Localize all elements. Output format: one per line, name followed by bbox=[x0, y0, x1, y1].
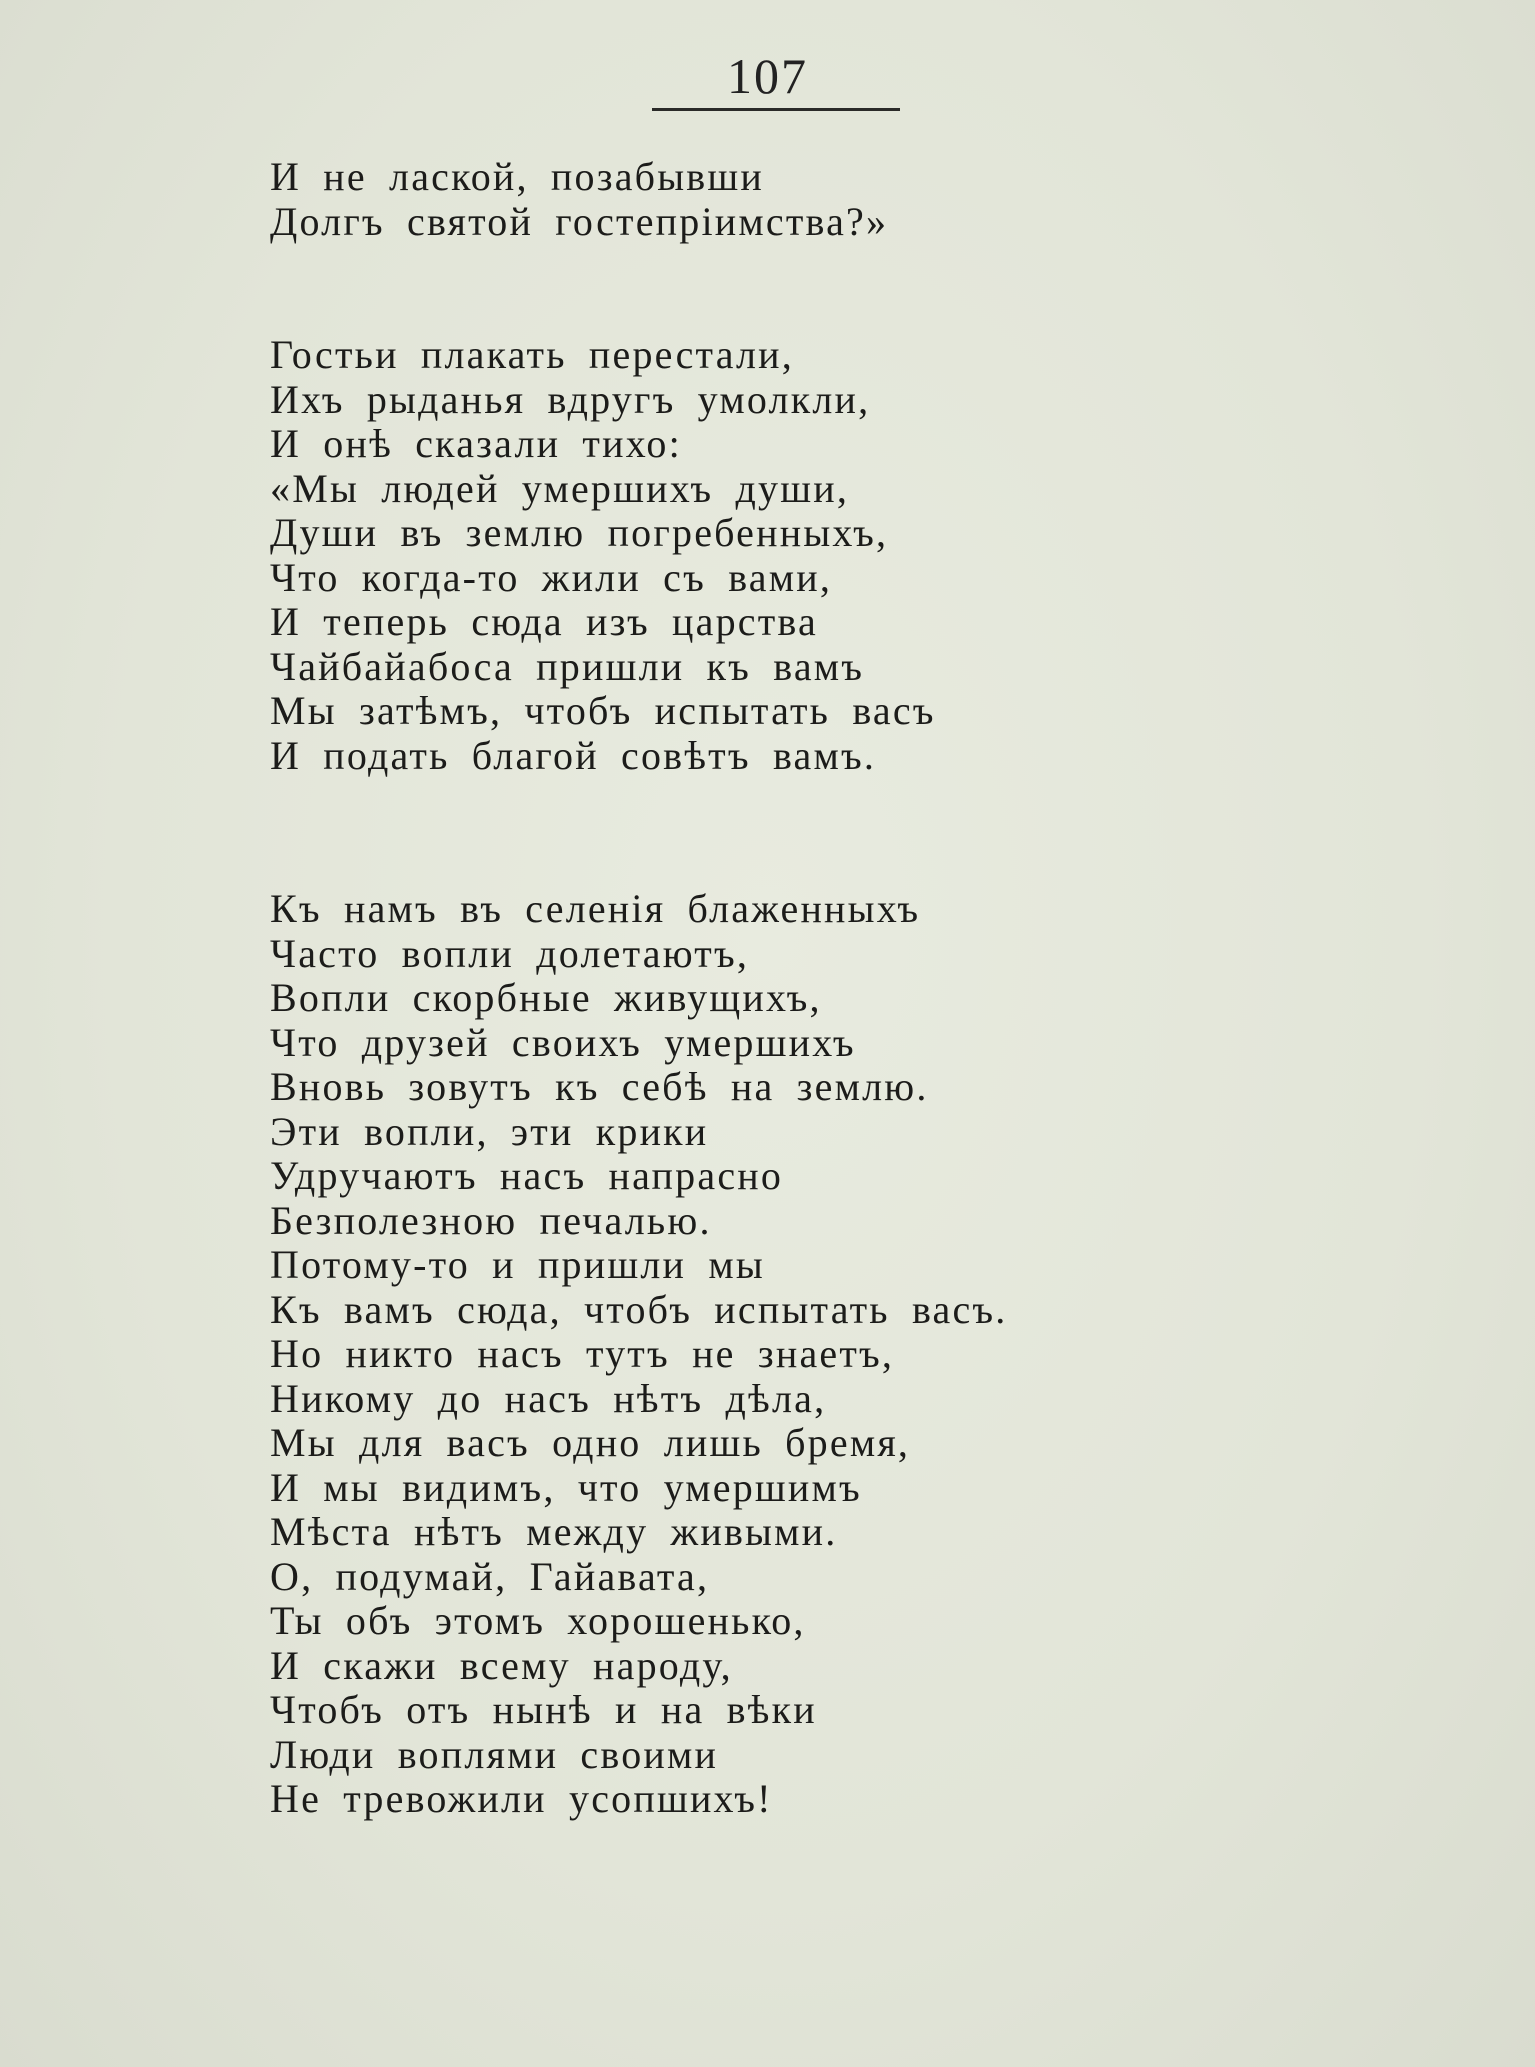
verse-line: И теперь сюда изъ царства bbox=[270, 599, 818, 644]
verse-line: Души въ землю погребенныхъ, bbox=[270, 510, 889, 555]
verse-line: «Мы людей умершихъ души, bbox=[270, 465, 850, 511]
verse-line: Ихъ рыданья вдругъ умолкли, bbox=[270, 376, 871, 422]
verse-line: Мѣста нѣтъ между живыми. bbox=[270, 1509, 838, 1554]
verse-line: Чайбайабоса пришли къ вамъ bbox=[270, 643, 865, 689]
verse-line: Чтобъ отъ нынѣ и на вѣки bbox=[270, 1687, 817, 1732]
verse-line: Долгъ святой гостепріимства?» bbox=[270, 198, 889, 244]
verse-line: Мы для васъ одно лишь бремя, bbox=[270, 1420, 911, 1465]
verse-line: И мы видимъ, что умершимъ bbox=[270, 1464, 862, 1510]
verse-line: Что когда-то жили съ вами, bbox=[270, 554, 833, 600]
verse-line: И подать благой совѣтъ вамъ. bbox=[270, 732, 877, 778]
verse-line: И не лаской, позабывши bbox=[270, 154, 765, 199]
verse-line: О, подумай, Гайавата, bbox=[270, 1553, 710, 1599]
stanza-1 bbox=[270, 155, 888, 244]
verse-line: Вопли скорбные живущихъ, bbox=[270, 975, 822, 1020]
verse-line: И онѣ сказали тихо: bbox=[270, 421, 682, 466]
verse-line: Не тревожили усопшихъ! bbox=[270, 1776, 773, 1821]
verse-line: Мы затѣмъ, чтобъ испытать васъ bbox=[270, 688, 936, 733]
verse-line: Люди воплями своими bbox=[270, 1731, 719, 1777]
verse-line: Удручаютъ насъ напрасно bbox=[270, 1153, 784, 1198]
verse-line: Ты объ этомъ хорошенько, bbox=[270, 1598, 806, 1643]
page-number-rule bbox=[652, 108, 900, 111]
page-number: 107 bbox=[727, 48, 808, 104]
stanza-3 bbox=[270, 887, 1008, 1822]
verse-line: Эти вопли, эти крики bbox=[270, 1108, 709, 1154]
verse-line: Потому-то и пришли мы bbox=[270, 1242, 765, 1287]
verse-line: Вновь зовутъ къ себѣ на землю. bbox=[270, 1064, 929, 1109]
stanza-2 bbox=[270, 333, 936, 778]
verse-line: Безполезною печалью. bbox=[270, 1197, 712, 1243]
verse-line: Никому до насъ нѣтъ дѣла, bbox=[270, 1375, 827, 1421]
verse-line: Что друзей своихъ умершихъ bbox=[270, 1019, 856, 1065]
verse-line: Къ намъ въ селенія блаженныхъ bbox=[270, 886, 921, 931]
verse-line: И скажи всему народу, bbox=[270, 1642, 733, 1688]
verse-line: Но никто насъ тутъ не знаетъ, bbox=[270, 1331, 895, 1376]
verse-line: Къ вамъ сюда, чтобъ испытать васъ. bbox=[270, 1286, 1008, 1332]
verse-line: Часто вопли долетаютъ, bbox=[270, 930, 750, 976]
verse-line: Гостьи плакать перестали, bbox=[270, 332, 794, 377]
